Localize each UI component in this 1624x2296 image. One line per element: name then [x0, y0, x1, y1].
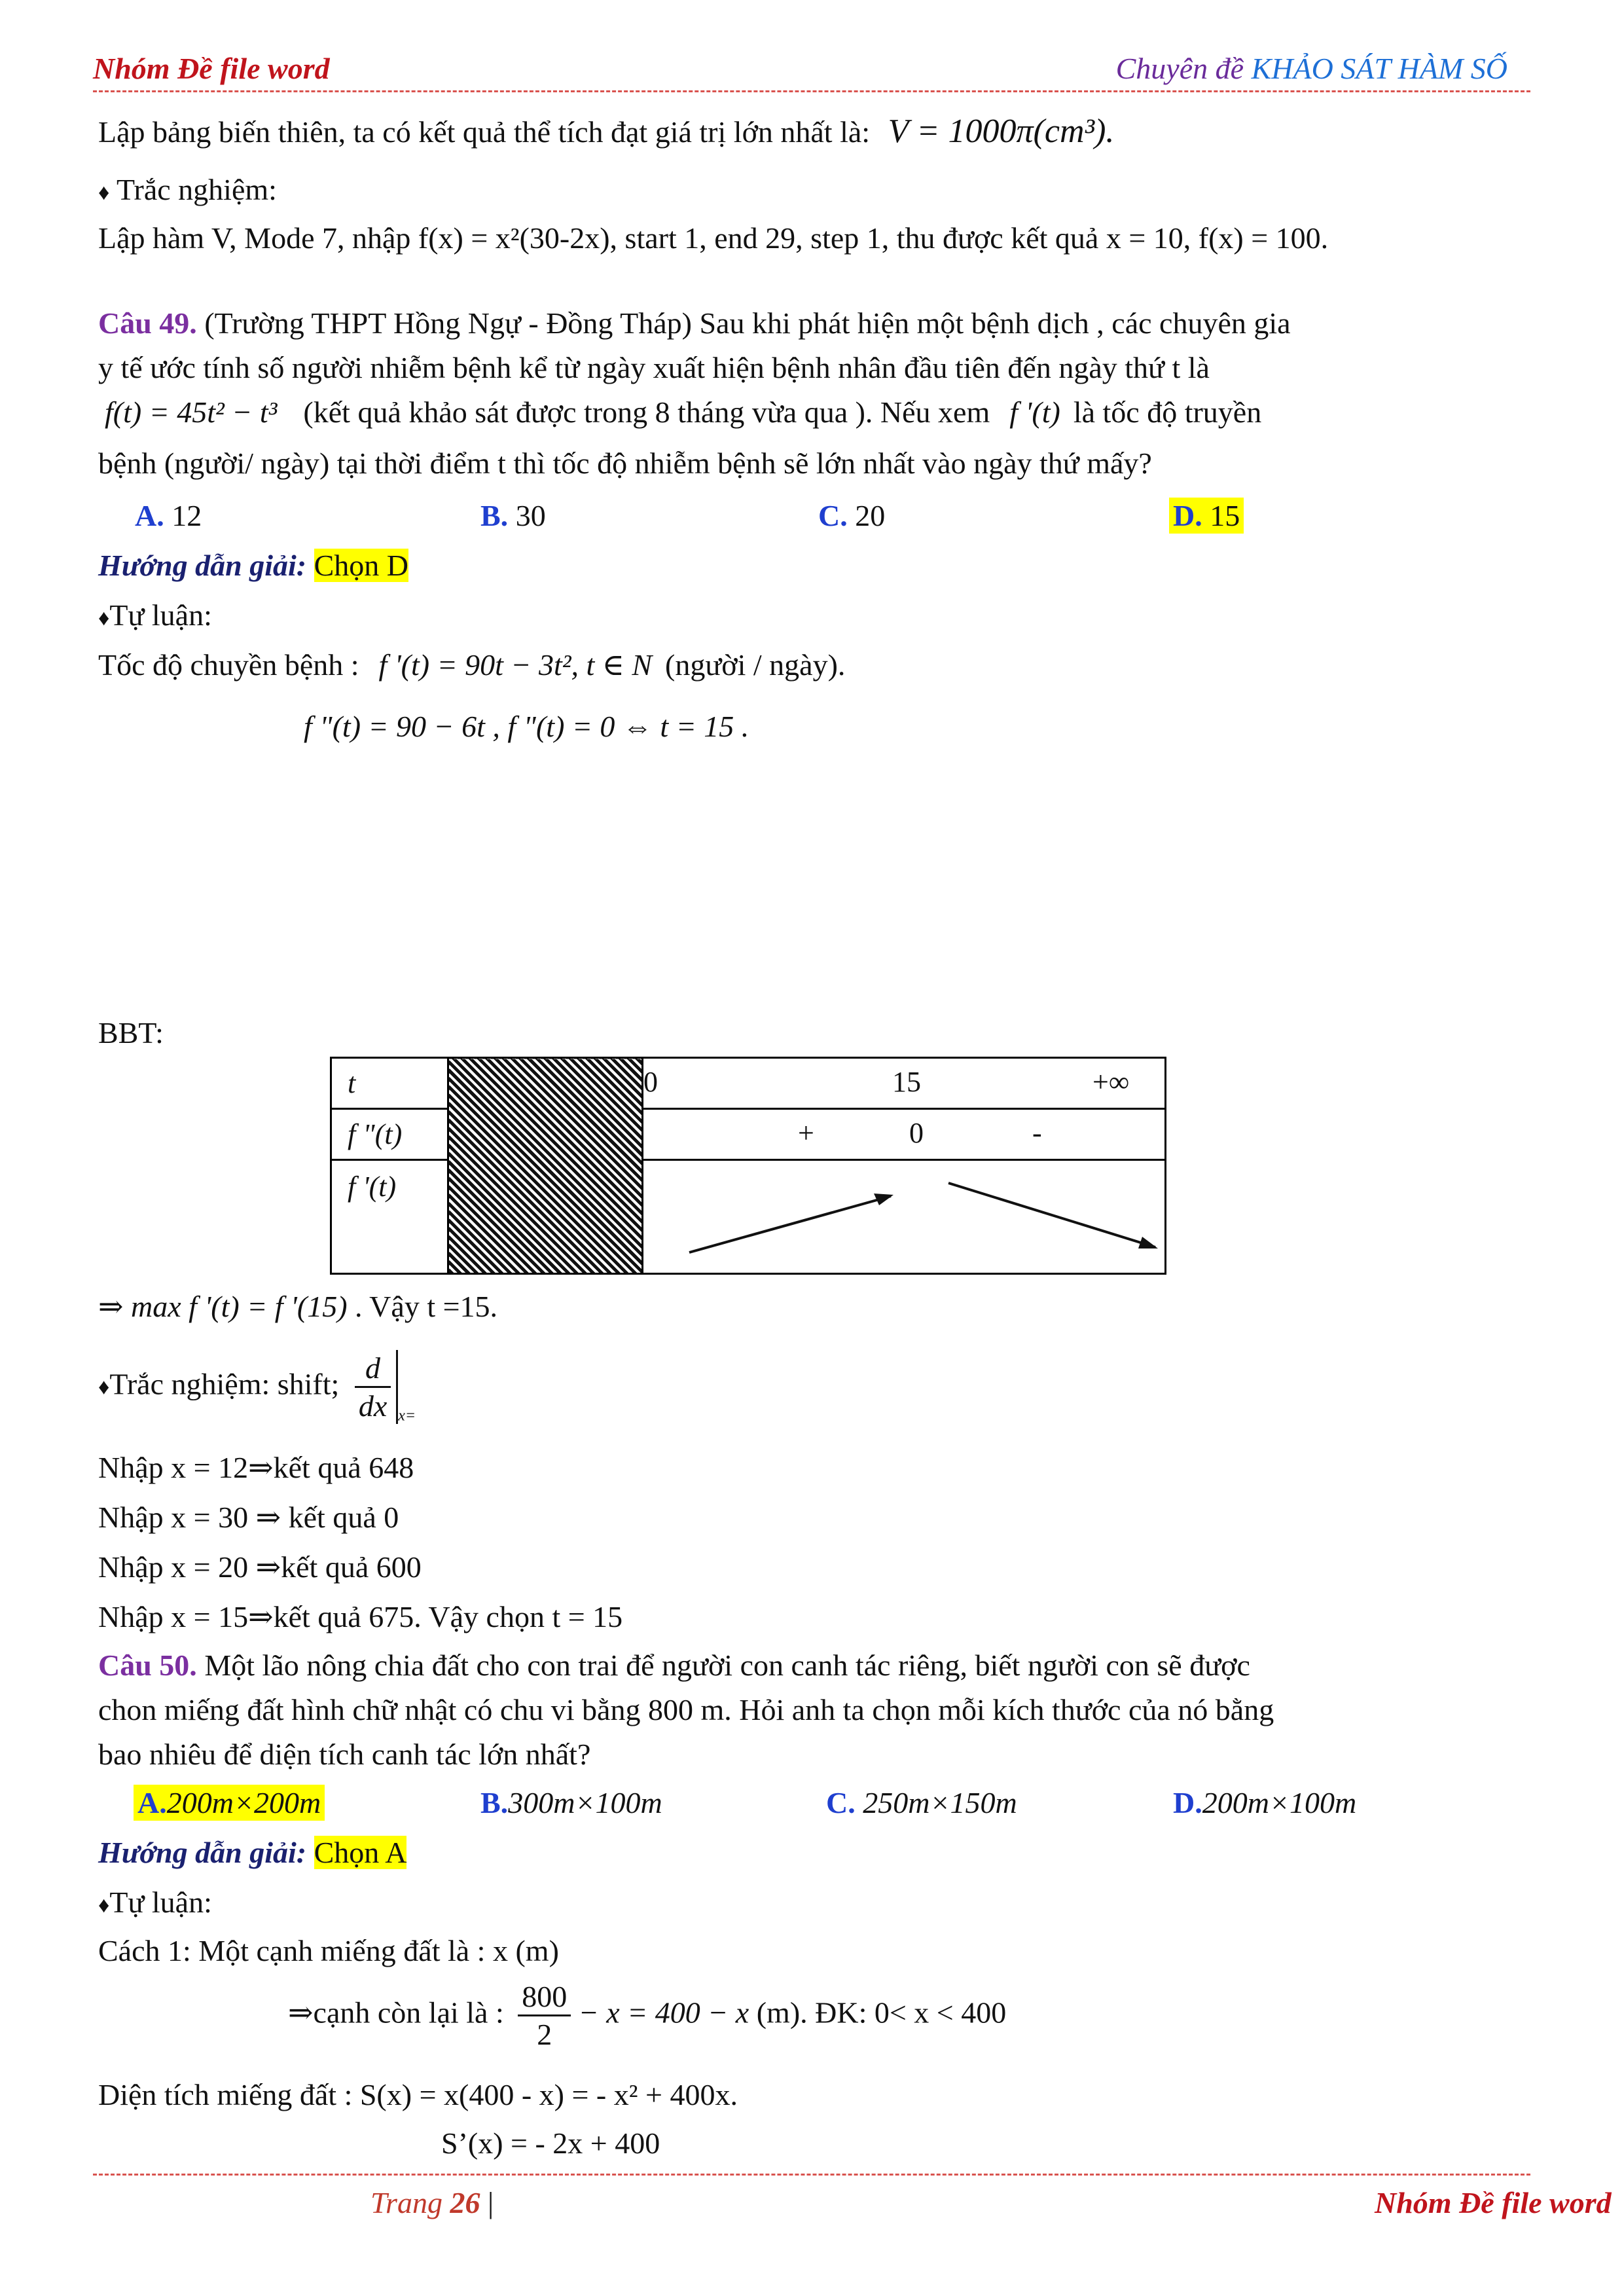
q49-line1: [98, 305, 1525, 341]
bbt-t-symbol: t: [348, 1067, 356, 1099]
q49-tl-label: Tự luận:: [109, 598, 212, 632]
q50-c2-pre: ⇒cạnh còn lại là :: [288, 1995, 504, 2030]
q50-tl: [98, 1884, 212, 1920]
footer-divider: [93, 2174, 1530, 2176]
q49-option-a: [135, 498, 202, 534]
bbt-row-t-label: [331, 1058, 448, 1109]
q50-option-b-value: 300m×100m: [508, 1786, 662, 1819]
bbt-f2-symbol: f "(t): [348, 1118, 403, 1150]
q49-line4: bệnh (người/ ngày) tại thời điểm t thì tốc độ nhiễm bệnh sẽ lớn nhất vào ngày thứ mấy?: [98, 446, 1152, 480]
diamond-icon: ♦: [98, 606, 110, 630]
footer-page-num: 26: [450, 2186, 480, 2219]
footer-page-prefix: Trang: [370, 2186, 442, 2219]
frac-den: dx: [358, 1389, 388, 1423]
q50-deriv: S’(x) = - 2x + 400: [441, 2126, 660, 2160]
calc-line-4: Nhập x = 15⇒kết quả 675. Vậy chọn t = 15: [98, 1600, 623, 1633]
q49-text1: (Trường THPT Hồng Ngự - Đồng Tháp) Sau khi phát hiện một bệnh dịch , các chuyên gia: [204, 306, 1291, 340]
q50-option-a: [134, 1785, 325, 1821]
bbt-hatched-region: [448, 1058, 643, 1274]
footer-sep: |: [487, 2186, 494, 2219]
arrow-down-icon: [1138, 1237, 1158, 1248]
q50-option-b-letter: B.: [480, 1786, 509, 1819]
q49-line2: y tế ước tính số người nhiễm bệnh kể từ ngày xuất hiện bệnh nhân đầu tiên đến ngày thứ t là: [98, 351, 1210, 384]
calc-line-3: Nhập x = 20 ⇒kết quả 600: [98, 1550, 422, 1584]
q49-option-a-letter: A.: [135, 499, 164, 532]
q49-guide: [98, 547, 408, 583]
c2-num: 800: [518, 1978, 571, 2016]
bbt-f1-arrows: [643, 1160, 1166, 1274]
derivative-fraction: [355, 1350, 398, 1424]
q49-max-formula: ⇒ max f '(t) = f '(15): [98, 1290, 348, 1323]
q50-guide-choice: Chọn A: [314, 1836, 407, 1869]
footer-right: Nhóm Đề file word: [1375, 2186, 1612, 2219]
q49-option-d: [1169, 498, 1244, 534]
q50-guide: [98, 1834, 406, 1870]
frac-num: d: [355, 1350, 391, 1388]
q49-tl: [98, 597, 212, 633]
q50-text1: Một lão nông chia đất cho con trai để người con canh tác riêng, biết người con sẽ được: [204, 1649, 1250, 1682]
c2-den: 2: [537, 2018, 552, 2052]
q49-speed-unit: (người / ngày).: [665, 648, 846, 682]
q49-option-b: [480, 498, 546, 534]
q50-area: Diện tích miếng đất : S(x) = x(400 - x) = - x² + 400x.: [98, 2078, 738, 2111]
q50-tl-label: Tự luận:: [109, 1886, 212, 1919]
q49-text3: (kết quả khảo sát được trong 8 tháng vừa qua ). Nếu xem: [303, 395, 990, 429]
q49-text3-end: là tốc độ truyền: [1073, 395, 1262, 429]
perimeter-fraction: [518, 1978, 571, 2052]
arrow-up-icon: [874, 1194, 893, 1205]
bbt-f2-minus: -: [1032, 1117, 1042, 1149]
q50-option-d-letter: D.: [1173, 1786, 1202, 1819]
q49-conclusion-text: . Vậy t =15.: [355, 1290, 498, 1323]
volume-formula: V = 1000π(cm³).: [888, 113, 1115, 150]
q50-option-c: [826, 1785, 1017, 1821]
q50-option-b: [480, 1785, 662, 1821]
q49-guide-choice: Chọn D: [314, 549, 408, 582]
q49-option-c-letter: C.: [818, 499, 848, 532]
q50-line2: chon miếng đất hình chữ nhật có chu vi bằng 800 m. Hỏi anh ta chọn mỗi kích thước của nó bằng: [98, 1693, 1274, 1726]
q49-speed-formula: f '(t) = 90t − 3t², t ∈ N: [378, 648, 653, 682]
q50-c2-post: − x = 400 − x: [578, 1995, 749, 2030]
q50-c1: Cách 1: Một cạnh miếng đất là : x (m): [98, 1934, 559, 1967]
bbt-row-f2-label: [331, 1109, 448, 1160]
tn-line: [98, 172, 277, 208]
calc-line-1: Nhập x = 12⇒kết quả 648: [98, 1451, 414, 1484]
q49-speed-text: Tốc độ chuyền bệnh :: [98, 648, 359, 682]
intro-line1: [98, 111, 1114, 152]
q50-option-d-value: 200m×100m: [1202, 1786, 1357, 1819]
bbt-f1-symbol: f '(t): [348, 1171, 397, 1203]
intro-line1-text: Lập bảng biến thiên, ta có kết quả thể tích đạt giá trị lớn nhất là:: [98, 115, 871, 149]
q50-c2-unit: (m). ĐK: 0< x < 400: [756, 1995, 1007, 2030]
header-divider: [93, 90, 1530, 92]
bbt-label: BBT:: [98, 1016, 164, 1049]
q49-conclusion: [98, 1288, 497, 1324]
q49-option-c: [818, 498, 885, 534]
q50-c2: [288, 1978, 1006, 2052]
q49-line3: [105, 394, 1261, 430]
header-prefix: Chuyên đề: [1115, 52, 1252, 85]
q50-line3: bao nhiêu để diện tích canh tác lớn nhất?: [98, 1738, 591, 1771]
q49-label: Câu 49.: [98, 306, 197, 340]
tn-label: Trắc nghiệm:: [117, 173, 277, 206]
bbt-f2-zero: 0: [909, 1117, 924, 1149]
bbt-t-values: [643, 1058, 1166, 1109]
bbt-t-15: 15: [892, 1066, 921, 1098]
bbt-f2-plus: +: [798, 1117, 814, 1149]
footer-page: [370, 2185, 494, 2220]
intro-line3: Lập hàm V, Mode 7, nhập f(x) = x²(30-2x), start 1, end 29, step 1, thu được kết quả x = 10, f(x) = 100.: [98, 221, 1329, 255]
header-right: [1116, 51, 1507, 86]
q49-speed: [98, 647, 845, 683]
q49-second-derivative: f "(t) = 90 − 6t , f "(t) = 0 ⇔ t = 15 .: [304, 710, 749, 743]
frac-subscript: x=: [398, 1407, 416, 1425]
header-left: Nhóm Đề file word: [93, 52, 330, 85]
q50-option-a-letter: A.: [137, 1786, 167, 1819]
q49-tn-label: Trắc nghiệm: shift;: [109, 1367, 340, 1401]
q50-option-a-value: 200m×200m: [166, 1786, 321, 1819]
q49-option-c-value: 20: [855, 499, 886, 532]
q49-f-formula: f(t) = 45t² − t³: [105, 395, 278, 429]
q50-option-c-value: 250m×150m: [863, 1786, 1017, 1819]
calc-line-2: Nhập x = 30 ⇒ kết quả 0: [98, 1501, 399, 1534]
q49-fprime: f '(t): [1009, 395, 1060, 429]
bbt-f2-values: [643, 1109, 1166, 1160]
q50-option-d: [1173, 1785, 1356, 1821]
q49-tn: [98, 1350, 416, 1425]
header-topic: KHẢO SÁT HÀM SỐ: [1251, 52, 1507, 85]
bbt-row-f1-label: [331, 1160, 448, 1274]
q50-line1: [98, 1647, 1250, 1683]
diamond-icon: ♦: [98, 1375, 110, 1400]
q49-guide-label: Hướng dẫn giải:: [98, 549, 307, 582]
bbt-arrows-svg: [643, 1161, 1164, 1275]
q49-option-b-letter: B.: [480, 499, 509, 532]
q50-option-c-letter: C.: [826, 1786, 856, 1819]
q49-option-a-value: 12: [171, 499, 202, 532]
q50-guide-label: Hướng dẫn giải:: [98, 1836, 307, 1869]
increasing-arrow: [689, 1196, 891, 1252]
q49-option-d-letter: D.: [1173, 499, 1202, 532]
q49-option-b-value: 30: [515, 499, 546, 532]
q50-label: Câu 50.: [98, 1649, 197, 1682]
variation-table: [330, 1057, 1166, 1275]
bbt-t-0: 0: [643, 1066, 658, 1098]
q49-option-d-value: 15: [1210, 499, 1240, 532]
decreasing-arrow: [948, 1183, 1155, 1247]
diamond-icon: ♦: [98, 181, 110, 205]
bbt-t-inf: +∞: [1092, 1066, 1130, 1098]
diamond-icon: ♦: [98, 1893, 110, 1918]
